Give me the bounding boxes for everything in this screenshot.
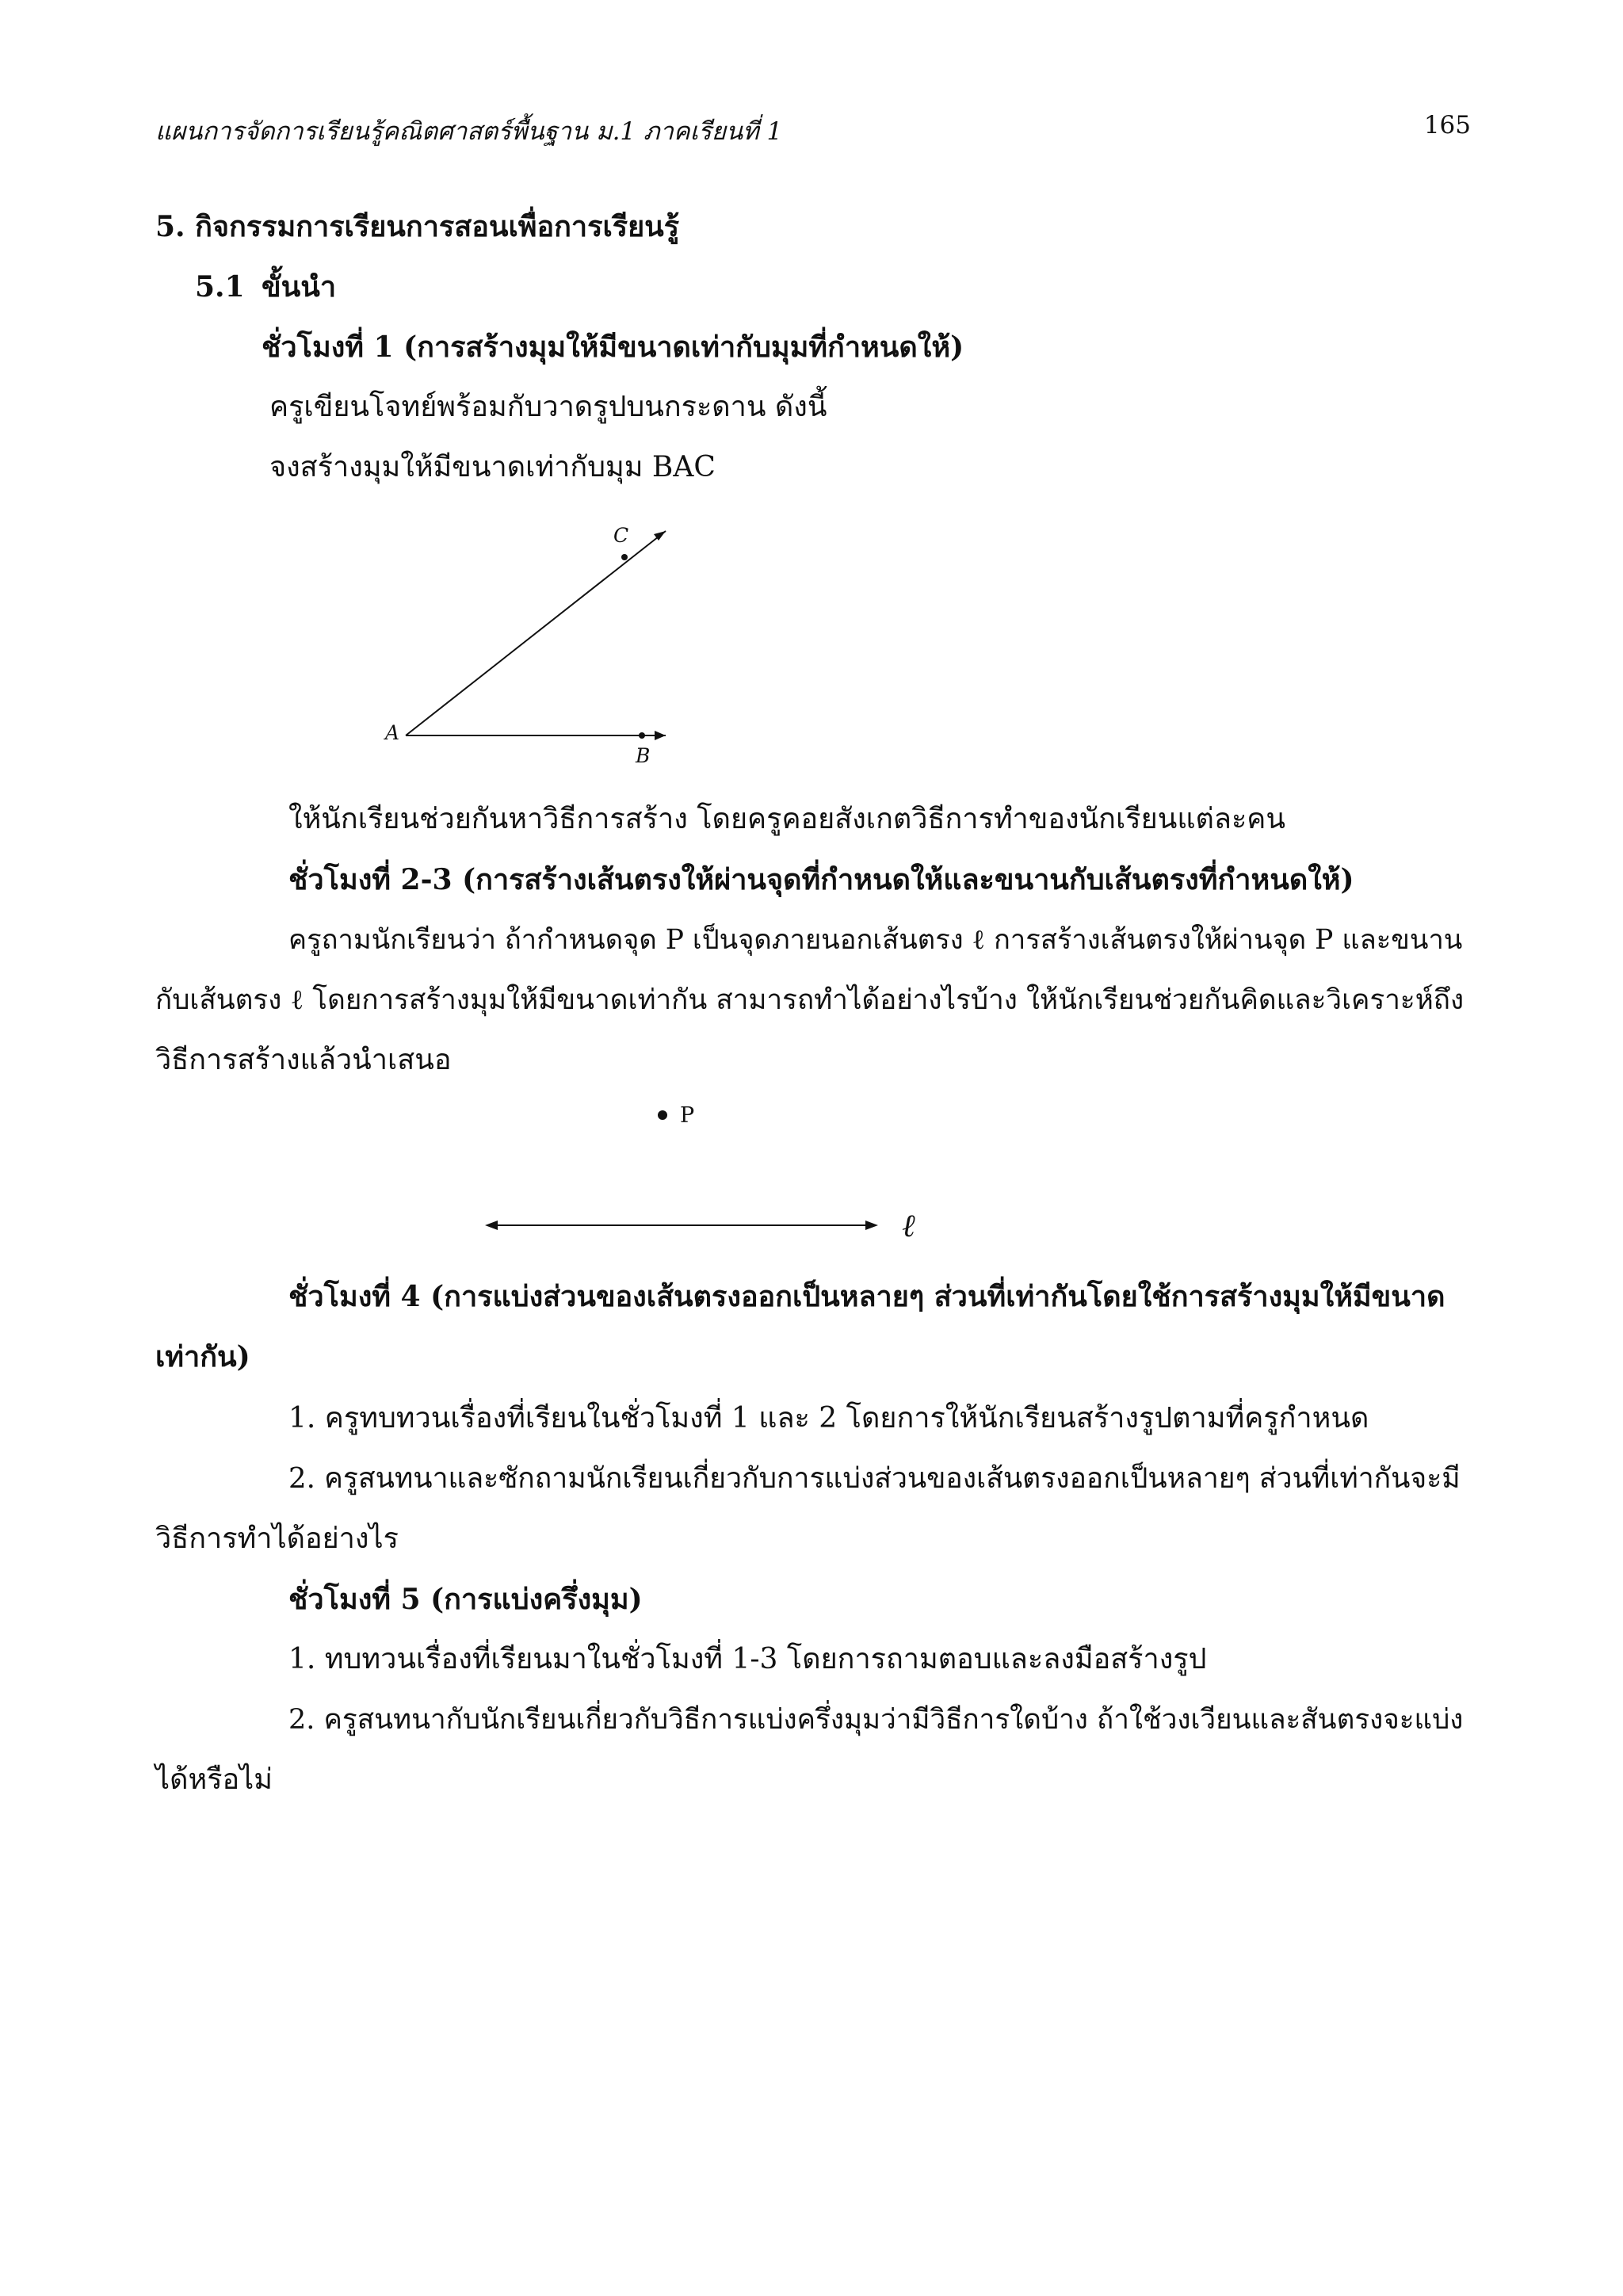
point-b-dot [639, 732, 645, 739]
subsection-title: ขั้นนำ [262, 270, 337, 304]
header-title: แผนการจัดการเรียนรู้คณิตศาสตร์พื้นฐาน ม.1 ภาคเรียนที่ 1 [155, 117, 783, 146]
ray-ab-arrowhead [655, 731, 666, 740]
hour1-text-3: ให้นักเรียนช่วยกันหาวิธีการสร้าง โดยครูคอยสังเกตวิธีการทำของนักเรียนแต่ละคน [288, 803, 1285, 835]
hour1-text-2: จงสร้างมุมให้มีขนาดเท่ากับมุม BAC [269, 451, 716, 483]
point-p-dot [658, 1110, 667, 1120]
label-l: ℓ [902, 1208, 915, 1244]
hour4-item-2: 2. ครูสนทนาและซักถามนักเรียนเกี่ยวกับการแบ่งส่วนของเส้นตรงออกเป็นหลายๆ ส่วนที่เท่ากันจะมี [288, 1462, 1461, 1495]
hour4-item-2-cont: วิธีการทำได้อย่างไร [155, 1522, 399, 1555]
label-a: A [385, 721, 400, 744]
label-c: C [613, 524, 629, 547]
hour4-heading-1: ชั่วโมงที่ 4 (การแบ่งส่วนของเส้นตรงออกเป็นหลายๆ ส่วนที่เท่ากันโดยใช้การสร้างมุมให้มีขนาด [288, 1280, 1445, 1313]
point-c-dot [621, 554, 628, 560]
hour5-item-2: 2. ครูสนทนากับนักเรียนเกี่ยวกับวิธีการแบ่งครึ่งมุมว่ามีวิธีการใดบ้าง ถ้าใช้วงเวียนและสันตรงจะแบ่ง [288, 1704, 1464, 1736]
ray-ac [406, 531, 666, 735]
page-number: 165 [1423, 111, 1471, 139]
point-line-figure [475, 1094, 951, 1252]
section-heading: 5. กิจกรรมการเรียนการสอนเพื่อการเรียนรู้ [155, 210, 680, 243]
angle-bac-figure [372, 515, 769, 777]
hour5-heading: ชั่วโมงที่ 5 (การแบ่งครึ่งมุม) [288, 1583, 643, 1616]
hour5-item-2-cont: ได้หรือไม่ [155, 1763, 273, 1796]
hour1-text-1: ครูเขียนโจทย์พร้อมกับวาดรูปบนกระดาน ดังนี้ [269, 391, 827, 423]
label-p: P [680, 1103, 695, 1128]
hour23-para-3: วิธีการสร้างแล้วนำเสนอ [155, 1044, 452, 1076]
line-l-right-arrowhead [865, 1221, 878, 1230]
hour23-heading: ชั่วโมงที่ 2-3 (การสร้างเส้นตรงให้ผ่านจุดที่กำหนดให้และขนานกับเส้นตรงที่กำหนดให้) [288, 863, 1354, 896]
page-header [155, 111, 1471, 146]
hour23-para-2: กับเส้นตรง ℓ โดยการสร้างมุมให้มีขนาดเท่ากัน สามารถทำได้อย่างไรบ้าง ให้นักเรียนช่วยกันคิดและวิเคราะห์ถึง [155, 984, 1465, 1016]
hour5-item-1: 1. ทบทวนเรื่องที่เรียนมาในชั่วโมงที่ 1-3 โดยการถามตอบและลงมือสร้างรูป [288, 1643, 1207, 1675]
line-l-left-arrowhead [485, 1221, 498, 1230]
hour1-heading: ชั่วโมงที่ 1 (การสร้างมุมให้มีขนาดเท่ากับมุมที่กำหนดให้) [262, 330, 964, 364]
hour4-item-1: 1. ครูทบทวนเรื่องที่เรียนในชั่วโมงที่ 1 และ 2 โดยการให้นักเรียนสร้างรูปตามที่ครูกำหนด [288, 1402, 1369, 1435]
subsection-number: 5.1 [195, 270, 245, 304]
hour23-para-1: ครูถามนักเรียนว่า ถ้ากำหนดจุด P เป็นจุดภายนอกเส้นตรง ℓ การสร้างเส้นตรงให้ผ่านจุด P และขนาน [288, 924, 1463, 956]
hour4-heading-2: เท่ากัน) [155, 1340, 250, 1373]
label-b: B [636, 744, 651, 767]
